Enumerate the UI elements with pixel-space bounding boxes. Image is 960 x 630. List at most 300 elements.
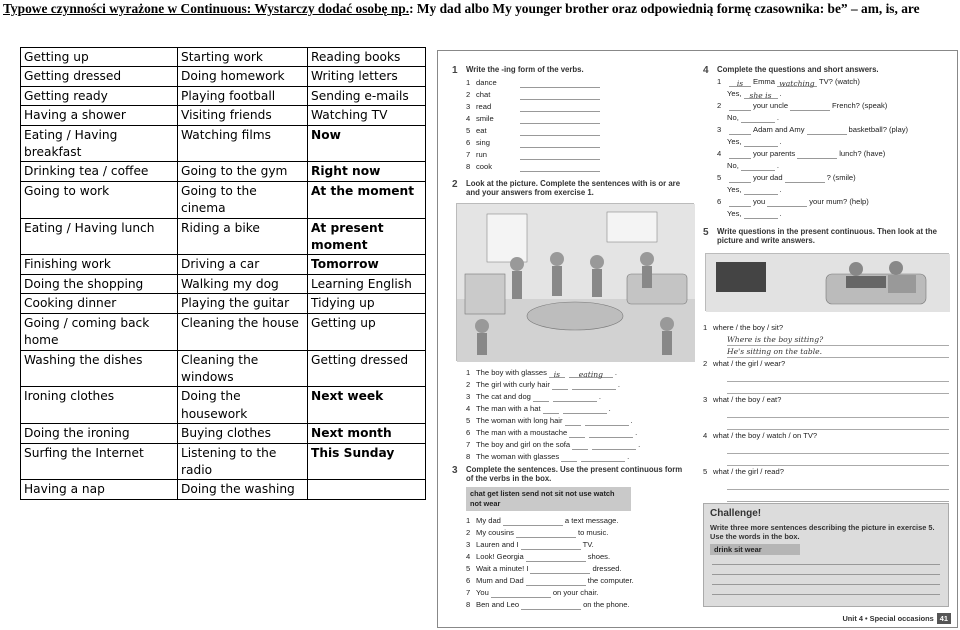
answer-line bbox=[712, 575, 940, 585]
table-row bbox=[21, 162, 426, 181]
item-number: 3 bbox=[466, 392, 471, 401]
answer-blank bbox=[553, 393, 597, 402]
table-cell: Buying clothes bbox=[178, 424, 308, 443]
challenge-word-box: drink sit wear bbox=[710, 544, 800, 555]
answer-line bbox=[727, 418, 949, 430]
exercise-number: 5 bbox=[703, 227, 709, 238]
item-text: what / the boy / watch / on TV? bbox=[713, 431, 818, 440]
list-item bbox=[466, 539, 697, 551]
item-number: 5 bbox=[466, 416, 471, 425]
table-cell: Next week bbox=[308, 387, 426, 424]
answer-line bbox=[727, 406, 949, 418]
item-word: cook bbox=[476, 162, 493, 171]
table-cell: Doing the washing bbox=[178, 480, 308, 499]
item-number: 1 bbox=[466, 78, 471, 87]
table-cell: Drinking tea / coffee bbox=[21, 162, 178, 181]
table-cell: Getting up bbox=[21, 48, 178, 67]
item-text: . bbox=[776, 161, 779, 170]
answer-lines bbox=[703, 478, 953, 502]
answer-item bbox=[717, 88, 953, 100]
item-number: 8 bbox=[466, 452, 471, 461]
table-cell: Doing the shopping bbox=[21, 274, 178, 293]
item-text: lunch? (have) bbox=[839, 149, 886, 158]
answer-blank bbox=[572, 381, 616, 390]
table-row bbox=[21, 313, 426, 350]
table-cell: Doing the housework bbox=[178, 387, 308, 424]
item-text: your parents bbox=[753, 149, 796, 158]
item-number: 5 bbox=[703, 467, 708, 476]
list-item bbox=[466, 101, 697, 113]
item-number: 2 bbox=[717, 101, 722, 110]
item-number: 6 bbox=[717, 197, 722, 206]
answer-line bbox=[712, 555, 940, 565]
answer-blank bbox=[744, 186, 778, 195]
list-item bbox=[466, 367, 697, 379]
item-text: . bbox=[608, 404, 611, 413]
table-cell: Learning English bbox=[308, 274, 426, 293]
item-text: No, bbox=[727, 161, 739, 170]
answer-blank bbox=[729, 198, 751, 207]
table-cell: Next month bbox=[308, 424, 426, 443]
item-text: on your chair. bbox=[552, 588, 599, 597]
item-text: Adam and Amy bbox=[753, 125, 805, 134]
answer-item bbox=[717, 208, 953, 220]
vocabulary-table bbox=[20, 47, 426, 500]
item-text: . bbox=[638, 440, 641, 449]
answer-blank bbox=[520, 151, 600, 160]
answer-lines bbox=[703, 370, 953, 394]
table-cell: At the moment bbox=[308, 181, 426, 218]
table-cell: Getting up bbox=[308, 313, 426, 350]
item-word: run bbox=[476, 150, 487, 159]
answer-item bbox=[717, 184, 953, 196]
table-cell: Going / coming back home bbox=[21, 313, 178, 350]
workbook-right-column bbox=[703, 51, 953, 627]
table-cell: Getting ready bbox=[21, 86, 178, 105]
answer-line bbox=[727, 370, 949, 382]
answer-blank bbox=[741, 162, 775, 171]
item-number: 4 bbox=[466, 552, 471, 561]
item-number: 6 bbox=[466, 138, 471, 147]
item-text: . bbox=[598, 392, 602, 401]
exercise-title: Complete the questions and short answers. bbox=[717, 65, 879, 74]
list-item bbox=[466, 515, 697, 527]
item-text: your mum? (help) bbox=[809, 197, 869, 206]
answer-blank bbox=[569, 429, 585, 438]
answer-blank bbox=[729, 126, 751, 135]
table-cell: Reading books bbox=[308, 48, 426, 67]
table-row bbox=[21, 48, 426, 67]
answer-line: He's sitting on the table. bbox=[727, 346, 949, 358]
item-number: 8 bbox=[466, 162, 471, 171]
list-item bbox=[466, 599, 697, 611]
table-row bbox=[21, 387, 426, 424]
table-cell: At present moment bbox=[308, 218, 426, 255]
exercise-items bbox=[703, 322, 953, 502]
answer-blank bbox=[533, 393, 549, 402]
exercise-title: Write the -ing form of the verbs. bbox=[466, 65, 584, 74]
table-row bbox=[21, 218, 426, 255]
table-cell: This Sunday bbox=[308, 443, 426, 480]
item-number: 5 bbox=[717, 173, 722, 182]
exercise-items bbox=[466, 515, 697, 611]
page-number: 41 bbox=[937, 613, 951, 624]
list-item bbox=[466, 563, 697, 575]
question-item bbox=[703, 466, 953, 478]
answer-blank bbox=[520, 163, 600, 172]
list-item bbox=[466, 527, 697, 539]
list-item bbox=[466, 415, 697, 427]
word-box: chat get listen send not sit not use watch not wear bbox=[466, 487, 631, 511]
table-row bbox=[21, 86, 426, 105]
list-item bbox=[466, 391, 697, 403]
exercise-title: Complete the sentences. Use the present continuous form of the verbs in the box. bbox=[466, 465, 683, 483]
item-word: eat bbox=[476, 126, 487, 135]
item-text: you bbox=[753, 197, 766, 206]
item-text: No, bbox=[727, 113, 739, 122]
list-item bbox=[466, 137, 697, 149]
exercise-1 bbox=[452, 65, 697, 173]
answer-blank bbox=[520, 139, 600, 148]
item-word: chat bbox=[476, 90, 491, 99]
question-item bbox=[717, 172, 953, 184]
answer-blank bbox=[521, 541, 581, 550]
question-item bbox=[703, 430, 953, 442]
item-text: . bbox=[779, 137, 782, 146]
table-cell: Eating / Having lunch bbox=[21, 218, 178, 255]
answer-blank: she is bbox=[744, 90, 778, 99]
list-item bbox=[466, 113, 697, 125]
answer-item bbox=[717, 160, 953, 172]
heading-underlined: Typowe czynności wyrażone w Continuous: Wystarczy dodać osobę np. bbox=[3, 1, 410, 16]
answer-lines bbox=[703, 334, 953, 358]
answer-blank bbox=[729, 174, 751, 183]
answer-blank bbox=[581, 453, 625, 462]
list-item bbox=[466, 587, 697, 599]
answer-blank bbox=[565, 417, 581, 426]
answer-blank bbox=[785, 174, 825, 183]
exercise-2 bbox=[452, 179, 697, 197]
table-cell: Getting dressed bbox=[308, 350, 426, 387]
table-cell: Walking my dog bbox=[178, 274, 308, 293]
answer-blank bbox=[585, 417, 629, 426]
exercise-4 bbox=[703, 65, 953, 220]
item-number: 1 bbox=[717, 77, 722, 86]
table-cell: Eating / Having breakfast bbox=[21, 125, 178, 162]
answer-lines bbox=[703, 406, 953, 430]
answer-blank bbox=[520, 91, 600, 100]
item-number: 3 bbox=[466, 540, 471, 549]
item-text: Look! Georgia bbox=[476, 552, 524, 561]
answer-blank bbox=[520, 115, 600, 124]
list-item bbox=[466, 161, 697, 173]
list-item bbox=[466, 125, 697, 137]
teenagers-drawing bbox=[706, 254, 950, 312]
table-cell: Listening to the radio bbox=[178, 443, 308, 480]
answer-blank bbox=[516, 529, 576, 538]
answer-line bbox=[727, 490, 949, 502]
answer-blank bbox=[530, 565, 590, 574]
table-row bbox=[21, 480, 426, 499]
table-cell: Getting dressed bbox=[21, 67, 178, 86]
question-item bbox=[717, 100, 953, 112]
item-word: smile bbox=[476, 114, 494, 123]
table-cell bbox=[308, 480, 426, 499]
item-number: 1 bbox=[703, 323, 708, 332]
question-item bbox=[717, 148, 953, 160]
item-text: Wait a minute! I bbox=[476, 564, 529, 573]
item-text: The woman with long hair bbox=[476, 416, 563, 425]
table-cell: Cleaning the house bbox=[178, 313, 308, 350]
item-text: The man with a hat bbox=[476, 404, 541, 413]
answer-blank: is bbox=[549, 369, 565, 378]
item-text: . bbox=[779, 89, 782, 98]
item-text: My cousins bbox=[476, 528, 514, 537]
answer-blank bbox=[741, 114, 775, 123]
footer-label: Unit 4 • Special occasions bbox=[842, 614, 934, 623]
exercise-3 bbox=[452, 465, 697, 611]
item-word: read bbox=[476, 102, 492, 111]
page-footer bbox=[842, 614, 951, 623]
heading-rest: : My dad albo My younger brother oraz odpowiednią formę czasownika: be” – am, is, are bbox=[409, 1, 920, 16]
question-item bbox=[717, 76, 953, 88]
item-number: 1 bbox=[466, 516, 471, 525]
item-text: . bbox=[617, 380, 620, 389]
table-row bbox=[21, 106, 426, 125]
table-row bbox=[21, 67, 426, 86]
item-number: 5 bbox=[466, 126, 471, 135]
item-text: basketball? (play) bbox=[848, 125, 909, 134]
answer-blank bbox=[561, 453, 577, 462]
item-number: 4 bbox=[466, 404, 471, 413]
answer-blank bbox=[543, 405, 559, 414]
teenagers-illustration bbox=[705, 253, 949, 311]
list-item bbox=[466, 575, 697, 587]
item-text: The girl with curly hair bbox=[476, 380, 550, 389]
table-cell: Going to the cinema bbox=[178, 181, 308, 218]
table-cell: Surfing the Internet bbox=[21, 443, 178, 480]
item-number: 2 bbox=[703, 359, 708, 368]
item-text: French? (speak) bbox=[832, 101, 888, 110]
item-text: your dad bbox=[753, 173, 783, 182]
answer-blank bbox=[526, 577, 586, 586]
item-number: 8 bbox=[466, 600, 471, 609]
answer-blank bbox=[572, 441, 588, 450]
question-item bbox=[717, 196, 953, 208]
answer-blank bbox=[520, 103, 600, 112]
table-cell: Going to work bbox=[21, 181, 178, 218]
living-room-illustration bbox=[456, 203, 694, 361]
item-number: 4 bbox=[466, 114, 471, 123]
item-text: . bbox=[627, 452, 630, 461]
answer-blank bbox=[552, 381, 568, 390]
answer-blank bbox=[520, 127, 600, 136]
answer-blank bbox=[797, 150, 837, 159]
item-text: Mum and Dad bbox=[476, 576, 524, 585]
table-cell: Starting work bbox=[178, 48, 308, 67]
table-cell: Watching TV bbox=[308, 106, 426, 125]
item-text: The woman with glasses bbox=[476, 452, 560, 461]
item-text: the computer. bbox=[587, 576, 634, 585]
page-heading bbox=[3, 0, 953, 17]
item-text: what / the boy / eat? bbox=[713, 395, 782, 404]
exercise-5-items bbox=[703, 319, 953, 502]
item-text: Yes, bbox=[727, 89, 742, 98]
answer-blank bbox=[520, 79, 600, 88]
item-text: your uncle bbox=[753, 101, 789, 110]
item-number: 6 bbox=[466, 576, 471, 585]
table-row bbox=[21, 443, 426, 480]
question-item bbox=[703, 358, 953, 370]
table-cell: Washing the dishes bbox=[21, 350, 178, 387]
table-row bbox=[21, 125, 426, 162]
table-cell: Playing football bbox=[178, 86, 308, 105]
table-cell: Writing letters bbox=[308, 67, 426, 86]
table-cell: Playing the guitar bbox=[178, 294, 308, 313]
item-word: sing bbox=[476, 138, 490, 147]
exercise-number: 4 bbox=[703, 65, 709, 76]
exercise-items bbox=[466, 77, 697, 173]
living-room-drawing bbox=[457, 204, 695, 362]
challenge-text: Write three more sentences describing the picture in exercise 5. Use the words in the box. bbox=[710, 523, 935, 541]
item-text: TV. bbox=[582, 540, 594, 549]
answer-blank: watching bbox=[777, 78, 817, 87]
list-item bbox=[466, 89, 697, 101]
table-cell: Right now bbox=[308, 162, 426, 181]
table-cell: Having a nap bbox=[21, 480, 178, 499]
item-text: The boy with glasses bbox=[476, 368, 547, 377]
item-text: . bbox=[630, 416, 633, 425]
table-row bbox=[21, 274, 426, 293]
table-cell: Watching films bbox=[178, 125, 308, 162]
list-item bbox=[466, 451, 697, 463]
list-item bbox=[466, 439, 697, 451]
item-number: 3 bbox=[703, 395, 708, 404]
workbook-page bbox=[437, 50, 958, 628]
exercise-items bbox=[717, 76, 953, 220]
item-text: what / the girl / wear? bbox=[713, 359, 786, 368]
challenge-box bbox=[703, 503, 949, 607]
item-text: Yes, bbox=[727, 137, 742, 146]
challenge-title: Challenge! bbox=[710, 508, 762, 519]
table-cell: Doing homework bbox=[178, 67, 308, 86]
table-cell: Ironing clothes bbox=[21, 387, 178, 424]
table-row bbox=[21, 255, 426, 274]
table-cell: Tidying up bbox=[308, 294, 426, 313]
item-text: Lauren and I bbox=[476, 540, 519, 549]
workbook-left-column bbox=[452, 51, 697, 627]
answer-line bbox=[727, 478, 949, 490]
table-cell: Having a shower bbox=[21, 106, 178, 125]
table-cell: Tomorrow bbox=[308, 255, 426, 274]
item-text: The cat and dog bbox=[476, 392, 531, 401]
item-number: 3 bbox=[466, 102, 471, 111]
item-text: dressed. bbox=[592, 564, 622, 573]
answer-blank bbox=[491, 589, 551, 598]
exercise-title: Write questions in the present continuous. Then look at the picture and write answers. bbox=[717, 227, 937, 245]
item-text: a text message. bbox=[564, 516, 619, 525]
item-text: . bbox=[779, 185, 782, 194]
answer-line bbox=[727, 442, 949, 454]
item-text: The boy and girl on the sofa bbox=[476, 440, 571, 449]
answer-lines bbox=[703, 442, 953, 466]
answer-line bbox=[727, 382, 949, 394]
answer-line bbox=[712, 565, 940, 575]
item-text: shoes. bbox=[587, 552, 611, 561]
table-cell: Cleaning the windows bbox=[178, 350, 308, 387]
answer-blank: is bbox=[729, 78, 751, 87]
item-number: 7 bbox=[466, 150, 471, 159]
answer-blank bbox=[589, 429, 633, 438]
item-number: 2 bbox=[466, 380, 471, 389]
item-number: 3 bbox=[717, 125, 722, 134]
table-cell: Doing the ironing bbox=[21, 424, 178, 443]
exercise-number: 1 bbox=[452, 65, 458, 76]
table-row bbox=[21, 350, 426, 387]
list-item bbox=[466, 379, 697, 391]
item-text: Emma bbox=[753, 77, 775, 86]
item-text: My dad bbox=[476, 516, 501, 525]
answer-blank bbox=[563, 405, 607, 414]
item-text: The man with a moustache bbox=[476, 428, 568, 437]
exercise-5 bbox=[703, 227, 953, 245]
exercise-2-items bbox=[452, 364, 697, 463]
list-item bbox=[466, 149, 697, 161]
answer-blank bbox=[767, 198, 807, 207]
question-item bbox=[703, 394, 953, 406]
list-item bbox=[466, 427, 697, 439]
item-text: what / the girl / read? bbox=[713, 467, 784, 476]
exercise-number: 3 bbox=[452, 465, 458, 476]
item-number: 7 bbox=[466, 588, 471, 597]
item-number: 4 bbox=[717, 149, 722, 158]
table-cell: Now bbox=[308, 125, 426, 162]
item-number: 1 bbox=[466, 368, 471, 377]
table-cell: Cooking dinner bbox=[21, 294, 178, 313]
answer-item bbox=[717, 112, 953, 124]
item-text: on the phone. bbox=[583, 600, 630, 609]
item-text: Ben and Leo bbox=[476, 600, 520, 609]
item-number: 7 bbox=[466, 440, 471, 449]
item-text: ? (smile) bbox=[826, 173, 856, 182]
item-text: Yes, bbox=[727, 185, 742, 194]
item-number: 2 bbox=[466, 90, 471, 99]
answer-blank bbox=[526, 553, 586, 562]
answer-line bbox=[712, 585, 940, 595]
list-item bbox=[466, 77, 697, 89]
item-text: . bbox=[776, 113, 779, 122]
answer-line bbox=[727, 454, 949, 466]
table-cell: Riding a bike bbox=[178, 218, 308, 255]
answer-blank bbox=[807, 126, 847, 135]
item-text: . bbox=[635, 428, 638, 437]
item-number: 5 bbox=[466, 564, 471, 573]
answer-blank bbox=[503, 517, 563, 526]
list-item bbox=[466, 551, 697, 563]
list-item bbox=[466, 403, 697, 415]
exercise-number: 2 bbox=[452, 179, 458, 190]
item-word: dance bbox=[476, 78, 497, 87]
item-text: Yes, bbox=[727, 209, 742, 218]
item-text: TV? (watch) bbox=[818, 77, 860, 86]
answer-blank bbox=[744, 210, 778, 219]
question-item bbox=[703, 322, 953, 334]
table-cell: Finishing work bbox=[21, 255, 178, 274]
item-number: 2 bbox=[466, 528, 471, 537]
table-cell: Going to the gym bbox=[178, 162, 308, 181]
exercise-items bbox=[466, 367, 697, 463]
item-text: to music. bbox=[577, 528, 609, 537]
